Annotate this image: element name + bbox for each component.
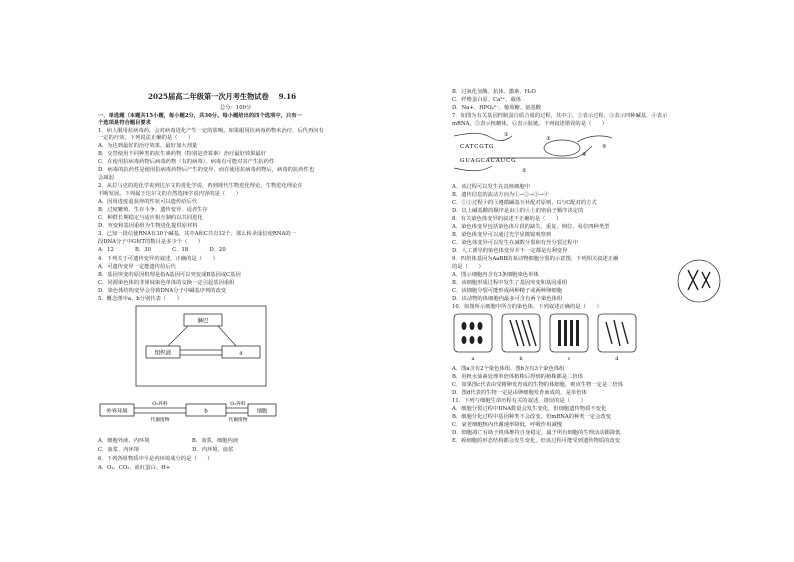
option-line: A．因用进废退获得的性状可以遗传给后代 — [98, 199, 198, 205]
label-5: ⑤ — [602, 144, 607, 150]
section-heading: 一、单选题（本题共15小题，每小题2分，共30分。每小题给出的四个选项中，只有一 — [98, 113, 302, 119]
option-line: A．12 B．30 C．18 D．20 — [98, 247, 226, 253]
mrna-strand — [488, 146, 592, 158]
option-line: C．种群长期稳定与适应相互制约以共同进化 — [98, 215, 203, 221]
option-line: C．血浆、内环境 D．内环境、血浆 — [98, 447, 234, 453]
label-3: ③ — [546, 136, 551, 142]
option-line: D．细胞凋亡有助于机体维持自身稳定，属于所有细胞的生理活动都降低 — [452, 430, 621, 436]
option-line: B．用秋水仙素处理单倍体植株后得到的植株都是二倍体 — [452, 374, 584, 380]
option-line: A．为达到最好的治疗效果，最好加大剂量 — [98, 143, 198, 149]
cell-a — [454, 314, 492, 352]
question-6: 6．下列各组物质中全是内环境成分的是（ ） — [98, 456, 213, 462]
diagram-arrows — [134, 326, 248, 413]
option-line: D．以上碱基酸的顺序是由①的④上的密码子顺序决定的 — [452, 208, 584, 214]
total-score: 总分：100分 — [220, 105, 252, 111]
question-7: 7．如图为有关基因控制蛋白质合成的过程，其中①、②表示过程，③表示四种碱基，④表示 — [452, 113, 668, 119]
cell-label-b: b — [519, 356, 523, 362]
option-line: B．染色体变异可以通过光学显微镜观察到 — [452, 232, 552, 238]
question-8: 8．有关染色体变异的叙述不正确的是（ ） — [452, 216, 562, 222]
question-line: 不断发展。下列属于达尔文的自然选择学说内容的是（ ） — [98, 191, 242, 197]
option-line: C．该细胞分裂可能形成两种精子或两种卵细胞 — [452, 288, 562, 294]
option-line: B．过度繁殖、生存斗争、遗传变异、适者生存 — [98, 207, 208, 213]
option-line: C．①②过程④的③遵循碱基互补配对原则，G与C配对的方式 — [452, 200, 597, 206]
section-heading-cont: 个选项是符合题目要求 — [98, 120, 151, 126]
chromosomes — [688, 270, 710, 290]
strand-lower — [454, 166, 492, 171]
question-4: 4．下列关于可遗传变异的叙述，正确的是（ ） — [98, 256, 218, 262]
a-label: a — [239, 350, 243, 357]
option-line: A．细胞分裂过程中DNA数量会发生变化，但细胞遗传物质不变化 — [452, 406, 607, 412]
question-line: 段DNA分子中G和T的数目是多少个（ ） — [98, 239, 204, 245]
exam-date: 9.16 — [278, 92, 297, 101]
ribosome-shape — [544, 140, 580, 156]
chromosome-cells-figure — [452, 312, 642, 362]
question-line: 的是（ ） — [452, 264, 484, 270]
option-line: B．基因突变的原因机理是指A基因可以突变成B基因或C基因 — [98, 272, 241, 278]
tissue-fluid-label: 组织液 — [154, 350, 172, 357]
option-line: C．在使用抗病毒药物后病毒药物（有的病毒），病毒有可能对其产生抗药性 — [98, 159, 275, 165]
waste-right: 代谢废物 — [228, 418, 248, 423]
cell-c — [550, 314, 588, 352]
option-line: A．图示细胞内含有3条细胞染色单体 — [452, 272, 539, 278]
option-line: C．同源染色体的非姐妹染色单体的交换一定引起基因重组 — [98, 280, 235, 286]
waste-left: 代谢废物 — [150, 418, 170, 423]
o2-nutrient-right: O₂养料 — [230, 402, 246, 407]
option-line: A．细胞外液、内环境 B．血浆、细胞内液 — [98, 438, 239, 444]
o2-nutrient-left: O₂养料 — [152, 402, 168, 407]
option-line: D．染色体结构变异会导致DNA分子中碱基序列的改变 — [98, 288, 227, 294]
mrna-sequence: GUAGCACAUCG — [460, 158, 517, 164]
option-line: C．染色体变异可以发生在减数分裂和有丝分裂过程中 — [452, 240, 578, 246]
option-line: D．图d代表的生物一定是由卵细胞发育而成的，是单倍体 — [452, 390, 587, 396]
exam-title — [148, 92, 296, 102]
option-line: B．该细胞形成过程中发生了基因突变和基因重组 — [452, 280, 568, 286]
option-line: B．细胞分化过程中基因种类不会改变，但mRNA的种类一定会改变 — [452, 414, 612, 420]
option-line: E．癌细胞的形态结构都会发生变化，但该过程可能受到遗传物质的改变 — [452, 438, 621, 444]
option-line: D．Na+、HPO₄²⁻、葡萄糖、氨基酸 — [452, 105, 542, 111]
peptide-chain — [577, 136, 612, 142]
option-line: B．交替使用不同种类的抗生素药物（特别是青霉素）治疗最好效果最好 — [98, 151, 267, 157]
label-2: ② — [522, 168, 527, 174]
option-line: A．可遗传变异一定能遗传给后代 — [98, 264, 176, 270]
option-line: D．突变和基因重组为生物进化提供原材料 — [98, 223, 198, 229]
option-line: D．人工诱导的染色体变异并不一定都是有利变异 — [452, 248, 568, 254]
option-line: A．染色体变异包括染色体片段的缺失、重复、倒位、易位四种类型 — [452, 224, 610, 230]
cell-d — [598, 314, 636, 352]
question-3: 3．已知一段信使RNA有30个碱基，其中A和C共有12个，那么转录成信使RNA的一 — [98, 231, 296, 237]
lymph-label: 淋巴 — [197, 318, 209, 325]
cell-label-d: d — [615, 356, 619, 362]
question-10: 10．如图所示细胞中所含的染色体，下列叙述正确的是（ ） — [452, 304, 602, 310]
cell-membrane — [678, 260, 720, 302]
cell-label-a: a — [471, 356, 475, 362]
cell-b — [502, 314, 540, 352]
label-1: ① — [504, 132, 509, 138]
option-line: C．衰老细胞核内代谢速率降低，呼吸作用减慢 — [452, 422, 562, 428]
option-line: C．如果图c代表由受精卵发育成的生物的体细胞，则该生物一定是二倍体 — [452, 382, 624, 388]
cell-label: 细胞 — [256, 408, 268, 415]
question-5: 5．概念图中a、b分别代表（ ） — [98, 296, 183, 302]
cell-label-c: c — [567, 356, 571, 362]
b-label: b — [204, 408, 208, 415]
transcription-figure — [452, 128, 622, 180]
option-line: D．病毒的抗药性是使用抗病毒药物后产生的变异，而在使用抗病毒药物后，病毒的抗药性也 — [98, 167, 315, 173]
option-line: 会减弱 — [98, 175, 114, 181]
question-1: 1．病人服用抗病毒药，会对病毒进化产生一定的影响。如果服用抗病毒药物未治疗，后代再向有 — [98, 128, 324, 134]
question-line: 一定的疗效，下列说法正确的是（ ） — [98, 135, 194, 141]
label-4: ④ — [582, 152, 587, 158]
question-9: 9．四倍体基因为AaBB的某动物细胞分裂的示意图，下列相关叙述正确 — [452, 256, 619, 262]
option-line: C．纤维蛋白原、Ca²⁺、载体 — [452, 97, 522, 103]
concept-diagram — [98, 304, 278, 432]
dna-top-sequence: CATCGTG — [460, 144, 495, 150]
question-line: mRNA，⑤表示核糖体，⑥表示肽链。下列叙述错误的是（ ） — [452, 121, 608, 127]
question-11: 11．下列与细胞生命历程有关的叙述，错误的是（ ） — [452, 398, 586, 404]
cell-division-figure — [676, 258, 722, 304]
question-2: 2．从拉马克的进化学说到达尔文的进化学说，再到现代生物进化理论，生物进化理论在 — [98, 183, 303, 189]
option-line: A．O₂、CO₂、血红蛋白、H+ — [98, 465, 171, 471]
option-line: A．图a含有2个染色体组，图b含有3个染色体组 — [452, 366, 565, 372]
option-line: D．该动物的体细胞内最多可含有两个染色体组 — [452, 296, 563, 302]
external-label: 外界环境 — [106, 408, 128, 415]
option-line: B．遗传信息的流动方向为①→②→③→④ — [452, 192, 549, 198]
option-line: A．该过程可以发生在真核细胞中 — [452, 184, 530, 190]
option-line: B．过氧化氢酶、抗体、激素、H₂O — [452, 89, 536, 95]
title-text: 2025届高二年级第一次月考生物试卷 — [148, 92, 269, 101]
